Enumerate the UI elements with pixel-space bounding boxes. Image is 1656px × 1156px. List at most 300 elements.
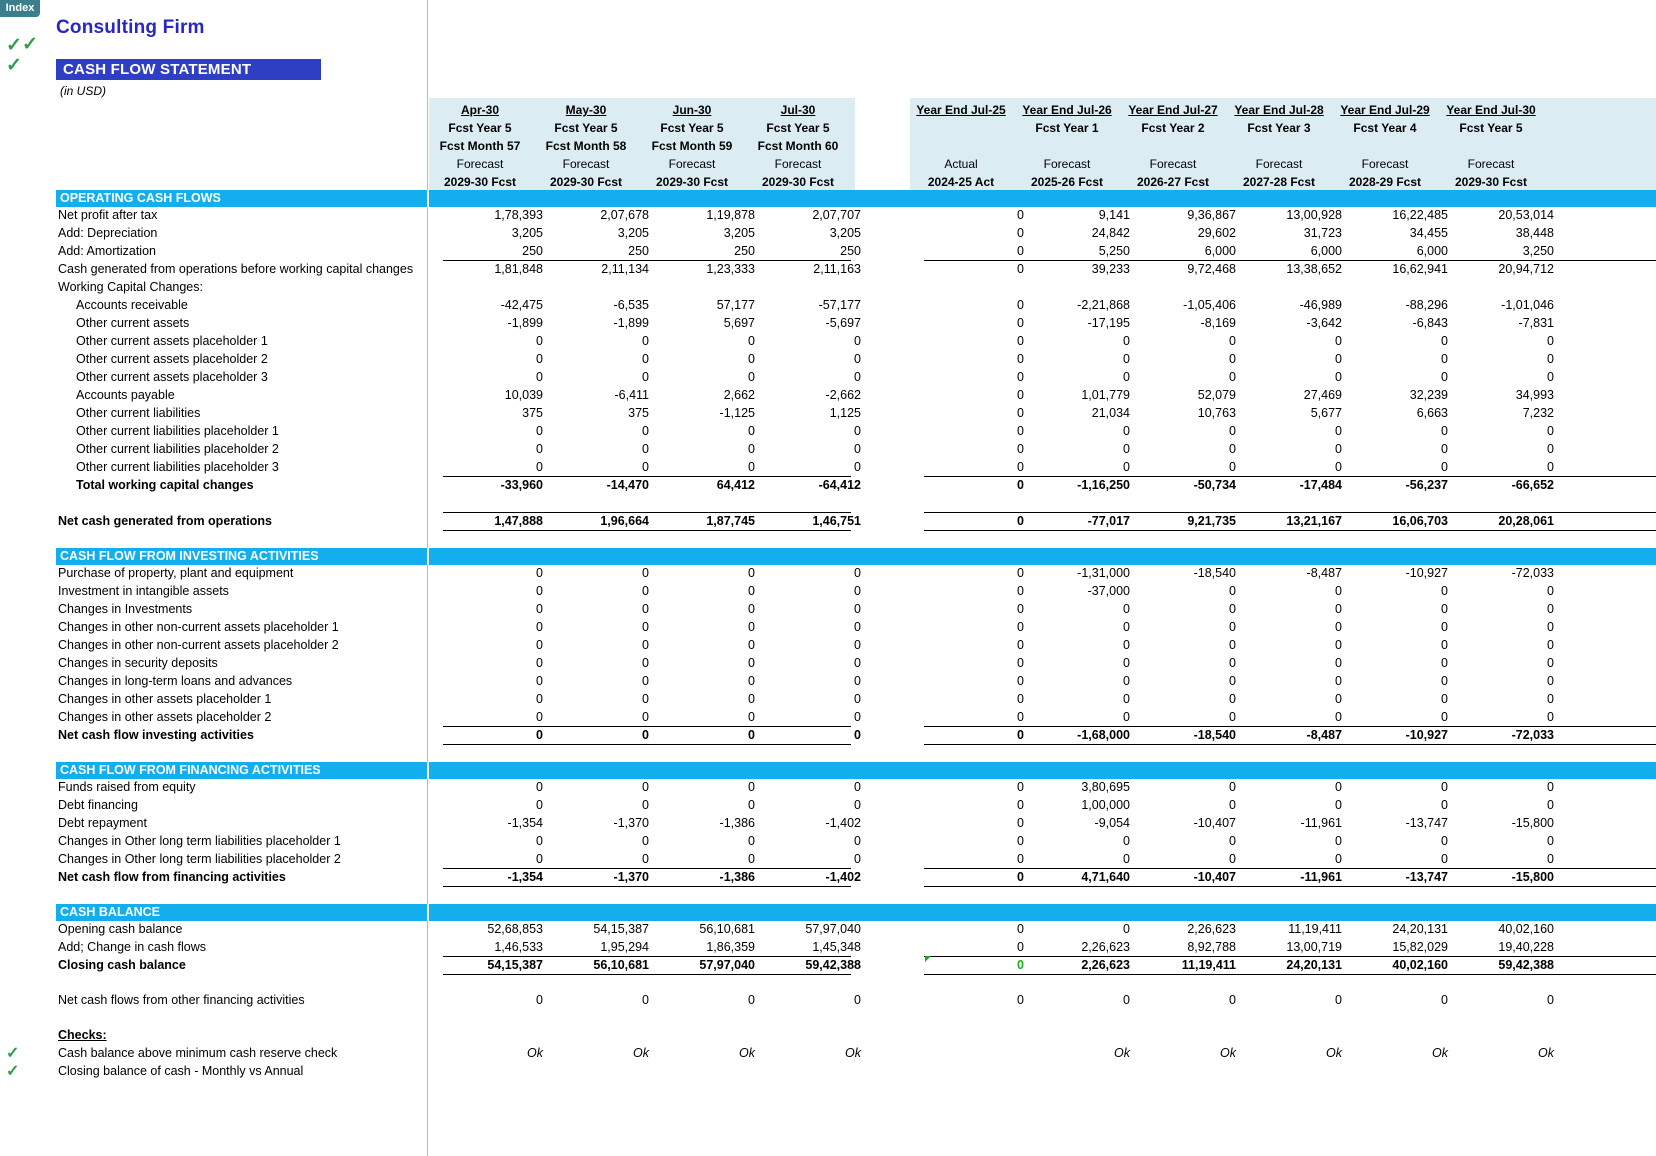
- cell-monthly-4: 0: [854, 424, 861, 438]
- col-month: [1438, 137, 1544, 155]
- cell-annual-4: -8,487: [1306, 566, 1342, 580]
- cell-monthly-3: 0: [748, 993, 755, 1007]
- cell-annual-5: Ok: [1432, 1046, 1448, 1060]
- cell-monthly-2: 0: [642, 352, 649, 366]
- section-bar-gap: [427, 548, 429, 565]
- cell-annual-3: 0: [1229, 620, 1236, 634]
- row-label: Funds raised from equity: [58, 780, 196, 794]
- cell-annual-4: 27,469: [1303, 388, 1342, 402]
- cell-annual-6: 0: [1547, 460, 1554, 474]
- cell-annual-3: 52,079: [1197, 388, 1236, 402]
- table-row: [0, 297, 1656, 315]
- cell-annual-3: 0: [1229, 798, 1236, 812]
- row-label: Changes in security deposits: [58, 656, 218, 670]
- cell-monthly-4: 57,97,040: [805, 922, 861, 936]
- cell-annual-3: -1,05,406: [1183, 298, 1236, 312]
- cell-annual-5: 16,62,941: [1392, 262, 1448, 276]
- cell-annual-4: -11,961: [1300, 870, 1342, 884]
- cell-monthly-1: 0: [536, 566, 543, 580]
- cell-monthly-1: 0: [536, 852, 543, 866]
- cell-monthly-1: -42,475: [500, 298, 543, 312]
- cell-annual-6: 7,232: [1522, 406, 1554, 420]
- col-period: Apr-30: [460, 103, 499, 117]
- cell-annual-1: 0: [1017, 922, 1024, 936]
- cell-monthly-1: -33,960: [500, 478, 543, 492]
- section-header-label: CASH FLOW FROM FINANCING ACTIVITIES: [60, 763, 321, 777]
- cell-annual-5: 0: [1441, 620, 1448, 634]
- row-label: Investment in intangible assets: [58, 584, 229, 598]
- cell-annual-2: -1,16,250: [1077, 478, 1130, 492]
- row-label: Net cash flow investing activities: [58, 728, 254, 742]
- cell-annual-3: 0: [1229, 993, 1236, 1007]
- cell-monthly-3: 0: [748, 334, 755, 348]
- cell-monthly-1: 1,47,888: [494, 514, 543, 528]
- cell-monthly-1: 0: [536, 424, 543, 438]
- cell-annual-1: 0: [1017, 514, 1024, 528]
- cell-annual-3: 0: [1229, 442, 1236, 456]
- cell-annual-5: 0: [1441, 710, 1448, 724]
- cell-annual-6: 3,250: [1522, 244, 1554, 258]
- cell-annual-6: 0: [1547, 620, 1554, 634]
- cell-annual-5: 0: [1441, 424, 1448, 438]
- cell-monthly-4: 0: [854, 584, 861, 598]
- cell-annual-6: Ok: [1538, 1046, 1554, 1060]
- cell-monthly-1: 54,15,387: [487, 958, 543, 972]
- cell-annual-5: -56,237: [1405, 478, 1448, 492]
- cell-annual-1: 0: [1017, 334, 1024, 348]
- col-fy: 2027-28 Fcst: [1242, 175, 1316, 189]
- cell-annual-2: -1,68,000: [1077, 728, 1130, 742]
- col-type: Forecast: [562, 157, 610, 171]
- cell-annual-2: 4,71,640: [1081, 870, 1130, 884]
- row-label: Closing cash balance: [58, 958, 186, 972]
- cell-monthly-4: 0: [854, 834, 861, 848]
- cell-monthly-3: -1,386: [719, 870, 755, 884]
- col-month: [1226, 137, 1332, 155]
- cell-annual-1: 0: [1017, 208, 1024, 222]
- cell-monthly-1: 0: [536, 780, 543, 794]
- cell-monthly-3: 64,412: [716, 478, 755, 492]
- cell-annual-2: Ok: [1114, 1046, 1130, 1060]
- section-bar-gap: [427, 762, 429, 779]
- cell-monthly-3: 0: [748, 852, 755, 866]
- row-label: Changes in other assets placeholder 2: [58, 710, 272, 724]
- col-period: Year End Jul-28: [1234, 103, 1324, 117]
- cell-monthly-4: 0: [854, 460, 861, 474]
- cell-annual-2: -9,054: [1094, 816, 1130, 830]
- cell-monthly-1: -1,354: [507, 870, 543, 884]
- cell-annual-3: 6,000: [1204, 244, 1236, 258]
- cell-annual-1: 0: [1017, 602, 1024, 616]
- cell-monthly-1: 250: [522, 244, 543, 258]
- cell-monthly-4: 0: [854, 728, 861, 742]
- cell-monthly-2: Ok: [633, 1046, 649, 1060]
- cell-monthly-2: 1,95,294: [600, 940, 649, 954]
- row-label: Cash balance above minimum cash reserve check: [58, 1046, 338, 1060]
- cell-monthly-3: 0: [748, 352, 755, 366]
- cell-monthly-4: 0: [854, 566, 861, 580]
- cell-annual-1: 0: [1017, 406, 1024, 420]
- cell-monthly-1: 1,81,848: [494, 262, 543, 276]
- cell-monthly-4: 0: [854, 798, 861, 812]
- cell-annual-1: 0: [1017, 442, 1024, 456]
- row-label: Opening cash balance: [58, 922, 183, 936]
- cell-annual-6: 0: [1547, 352, 1554, 366]
- row-rule-bottom: [443, 744, 851, 745]
- cell-monthly-3: 57,177: [716, 298, 755, 312]
- cell-annual-4: 0: [1335, 442, 1342, 456]
- cell-annual-1: 0: [1017, 460, 1024, 474]
- column-header-monthly-1: [427, 98, 533, 190]
- cell-annual-5: 0: [1441, 584, 1448, 598]
- cell-monthly-1: 0: [536, 584, 543, 598]
- col-year: Fcst Year 5: [448, 121, 512, 135]
- cell-annual-1: 0: [1017, 584, 1024, 598]
- cell-monthly-3: -1,386: [719, 816, 755, 830]
- col-month: [1120, 137, 1226, 155]
- cell-annual-3: 2,26,623: [1187, 922, 1236, 936]
- col-period: Year End Jul-25: [916, 103, 1006, 117]
- cell-monthly-2: 2,07,678: [600, 208, 649, 222]
- col-fy: 2025-26 Fcst: [1030, 175, 1104, 189]
- cell-monthly-2: -1,370: [613, 870, 649, 884]
- cell-monthly-1: 0: [536, 638, 543, 652]
- col-period: Jun-30: [672, 103, 712, 117]
- row-label: Other current liabilities placeholder 1: [76, 424, 279, 438]
- cell-monthly-2: -6,535: [613, 298, 649, 312]
- cell-annual-5: 0: [1441, 638, 1448, 652]
- row-label: Changes in other non-current assets placeholder 2: [58, 638, 339, 652]
- row-label: Total working capital changes: [76, 478, 254, 492]
- cell-annual-3: 0: [1229, 370, 1236, 384]
- cell-monthly-4: 0: [854, 852, 861, 866]
- cell-annual-1: 0: [1017, 352, 1024, 366]
- cell-annual-2: 0: [1123, 710, 1130, 724]
- col-period: Year End Jul-26: [1022, 103, 1112, 117]
- cell-annual-1: 0: [1017, 870, 1024, 884]
- table-row: [0, 441, 1656, 459]
- cell-annual-5: 24,20,131: [1392, 922, 1448, 936]
- cell-annual-5: 0: [1441, 460, 1448, 474]
- row-label: Changes in other assets placeholder 1: [58, 692, 272, 706]
- cell-annual-3: 0: [1229, 352, 1236, 366]
- cell-annual-5: -13,747: [1405, 816, 1448, 830]
- cell-annual-4: 0: [1335, 638, 1342, 652]
- cell-annual-3: -18,540: [1193, 728, 1236, 742]
- cell-annual-4: 5,677: [1310, 406, 1342, 420]
- cell-annual-2: 0: [1123, 424, 1130, 438]
- cell-annual-4: 0: [1335, 656, 1342, 670]
- cell-monthly-2: 0: [642, 638, 649, 652]
- table-row: [0, 691, 1656, 709]
- cell-annual-4: 0: [1335, 334, 1342, 348]
- row-rule-bottom: [443, 530, 851, 531]
- cell-annual-3: -50,734: [1193, 478, 1236, 492]
- cell-annual-2: 2,26,623: [1081, 958, 1130, 972]
- cell-annual-4: 0: [1335, 852, 1342, 866]
- row-rule-bottom: [924, 974, 1656, 975]
- cell-annual-2: 9,141: [1098, 208, 1130, 222]
- section-header-label: OPERATING CASH FLOWS: [60, 191, 221, 205]
- index-tab[interactable]: Index: [0, 0, 40, 17]
- cell-monthly-4: -1,402: [825, 816, 861, 830]
- row-label: Working Capital Changes:: [58, 280, 203, 294]
- cell-annual-2: 0: [1123, 692, 1130, 706]
- cell-annual-6: -7,831: [1518, 316, 1554, 330]
- cell-monthly-3: 0: [748, 584, 755, 598]
- table-row: [0, 655, 1656, 673]
- cell-annual-3: 0: [1229, 780, 1236, 794]
- table-row: [0, 261, 1656, 279]
- cell-annual-4: 0: [1335, 710, 1342, 724]
- cell-monthly-3: 0: [748, 638, 755, 652]
- cell-annual-6: 0: [1547, 852, 1554, 866]
- cell-monthly-4: -64,412: [818, 478, 861, 492]
- table-row: [0, 815, 1656, 833]
- cell-monthly-4: -5,697: [825, 316, 861, 330]
- cell-annual-5: 32,239: [1409, 388, 1448, 402]
- cell-monthly-2: 0: [642, 460, 649, 474]
- cell-monthly-4: 0: [854, 334, 861, 348]
- col-fy: 2029-30 Fcst: [549, 175, 623, 189]
- cell-monthly-4: -2,662: [825, 388, 861, 402]
- section-bar-gap: [427, 190, 429, 207]
- cell-monthly-2: 54,15,387: [593, 922, 649, 936]
- cell-annual-4: 11,19,411: [1288, 922, 1342, 936]
- row-label: Accounts receivable: [76, 298, 188, 312]
- cell-monthly-2: 1,96,664: [600, 514, 649, 528]
- cell-annual-5: 0: [1441, 370, 1448, 384]
- cell-monthly-4: 0: [854, 352, 861, 366]
- cell-annual-4: -11,961: [1300, 816, 1342, 830]
- cell-annual-2: 0: [1123, 602, 1130, 616]
- row-label: Purchase of property, plant and equipment: [58, 566, 294, 580]
- row-label: Other current assets placeholder 3: [76, 370, 268, 384]
- cell-annual-2: 2,26,623: [1081, 940, 1130, 954]
- cell-annual-5: 0: [1441, 692, 1448, 706]
- cell-monthly-2: 375: [628, 406, 649, 420]
- cell-monthly-3: 0: [748, 620, 755, 634]
- table-row: [0, 315, 1656, 333]
- cell-annual-1: 0: [1017, 638, 1024, 652]
- cell-monthly-1: 0: [536, 656, 543, 670]
- cell-annual-1: 0: [1017, 656, 1024, 670]
- cell-annual-3: 29,602: [1197, 226, 1236, 240]
- cell-monthly-3: 0: [748, 692, 755, 706]
- cell-monthly-4: -57,177: [818, 298, 861, 312]
- cell-monthly-2: 0: [642, 566, 649, 580]
- cell-annual-3: 0: [1229, 334, 1236, 348]
- col-type: Forecast: [1043, 157, 1091, 171]
- col-fy: 2029-30 Fcst: [443, 175, 517, 189]
- cell-annual-3: -18,540: [1193, 566, 1236, 580]
- cell-monthly-4: 0: [854, 370, 861, 384]
- cell-monthly-2: 0: [642, 442, 649, 456]
- cell-annual-2: 0: [1123, 638, 1130, 652]
- row-rule-top: [924, 512, 1656, 513]
- cell-annual-4: 31,723: [1303, 226, 1342, 240]
- cell-annual-2: 5,250: [1098, 244, 1130, 258]
- cell-annual-5: 0: [1441, 834, 1448, 848]
- table-row: [0, 225, 1656, 243]
- cell-annual-3: 0: [1229, 460, 1236, 474]
- cell-monthly-3: 1,19,878: [706, 208, 755, 222]
- cell-monthly-1: 0: [536, 834, 543, 848]
- cell-annual-5: 0: [1441, 334, 1448, 348]
- cell-annual-5: 16,06,703: [1392, 514, 1448, 528]
- table-row: [0, 243, 1656, 261]
- col-year: Fcst Year 3: [1247, 121, 1311, 135]
- cell-monthly-3: 250: [734, 244, 755, 258]
- cell-annual-4: 13,00,719: [1286, 940, 1342, 954]
- row-label: Add; Change in cash flows: [58, 940, 207, 954]
- cell-annual-6: 0: [1547, 442, 1554, 456]
- col-year: Fcst Year 2: [1141, 121, 1205, 135]
- cell-monthly-3: 0: [748, 566, 755, 580]
- cell-monthly-3: 2,662: [723, 388, 755, 402]
- col-month: [908, 137, 1014, 155]
- cell-annual-6: -15,800: [1511, 870, 1554, 884]
- col-period: Year End Jul-29: [1340, 103, 1430, 117]
- cell-monthly-4: 0: [854, 692, 861, 706]
- column-header-annual-4: [1226, 98, 1332, 190]
- cell-annual-6: 0: [1547, 692, 1554, 706]
- col-month: [1014, 137, 1120, 155]
- cell-annual-5: 0: [1441, 780, 1448, 794]
- table-row: [0, 797, 1656, 815]
- cell-annual-6: -1,01,046: [1501, 298, 1554, 312]
- table-row: [0, 727, 1656, 745]
- cell-monthly-2: 0: [642, 710, 649, 724]
- cell-annual-3: 10,763: [1197, 406, 1236, 420]
- column-header-monthly-4: [745, 98, 851, 190]
- col-fy: 2029-30 Fcst: [761, 175, 835, 189]
- cell-annual-3: 0: [1229, 656, 1236, 670]
- cell-annual-2: 0: [1123, 460, 1130, 474]
- cell-monthly-2: -6,411: [614, 388, 649, 402]
- cell-monthly-1: 10,039: [504, 388, 543, 402]
- row-label: Add: Amortization: [58, 244, 156, 258]
- col-year: Fcst Year 1: [1035, 121, 1099, 135]
- cell-annual-4: 0: [1335, 993, 1342, 1007]
- cell-annual-4: 0: [1335, 460, 1342, 474]
- cell-annual-4: 0: [1335, 584, 1342, 598]
- row-label: Accounts payable: [76, 388, 175, 402]
- cell-annual-6: 0: [1547, 834, 1554, 848]
- cell-monthly-1: 0: [536, 620, 543, 634]
- cell-monthly-2: 0: [642, 993, 649, 1007]
- cell-monthly-2: 0: [642, 834, 649, 848]
- section-header-financing: [56, 762, 1656, 779]
- cell-annual-4: 24,20,131: [1286, 958, 1342, 972]
- currency-note: (in USD): [60, 84, 107, 98]
- section-header-label: CASH FLOW FROM INVESTING ACTIVITIES: [60, 549, 319, 563]
- column-header-annual-6: [1438, 98, 1544, 190]
- col-period: Year End Jul-30: [1446, 103, 1536, 117]
- row-label: Other current assets placeholder 2: [76, 352, 268, 366]
- row-rule-bottom: [443, 974, 851, 975]
- cell-monthly-2: -1,370: [613, 816, 649, 830]
- cell-annual-6: -15,800: [1511, 816, 1554, 830]
- row-label: Other current assets: [76, 316, 190, 330]
- cell-annual-2: 0: [1123, 834, 1130, 848]
- table-row: [0, 369, 1656, 387]
- row-label: Changes in Other long term liabilities placeholder 2: [58, 852, 341, 866]
- row-label: Net profit after tax: [58, 208, 158, 222]
- cell-annual-1: 0: [1017, 798, 1024, 812]
- cell-monthly-3: 0: [748, 798, 755, 812]
- col-type: Forecast: [1255, 157, 1303, 171]
- cell-annual-6: -72,033: [1511, 728, 1554, 742]
- cell-monthly-1: Ok: [527, 1046, 543, 1060]
- row-label: Other current liabilities placeholder 3: [76, 460, 279, 474]
- cell-annual-1: 0: [1017, 478, 1024, 492]
- cell-monthly-2: 56,10,681: [593, 958, 649, 972]
- row-label: Net cash flow from financing activities: [58, 870, 286, 884]
- cell-annual-1: 0: [1017, 298, 1024, 312]
- cell-monthly-3: 0: [748, 710, 755, 724]
- cell-annual-3: 0: [1229, 834, 1236, 848]
- cell-monthly-4: 0: [854, 638, 861, 652]
- cell-annual-6: -66,652: [1511, 478, 1554, 492]
- cell-annual-6: 20,28,061: [1498, 514, 1554, 528]
- cell-annual-6: 0: [1547, 602, 1554, 616]
- cell-annual-3: -10,407: [1193, 870, 1236, 884]
- cell-annual-3: 0: [1229, 674, 1236, 688]
- cell-annual-6: -72,033: [1511, 566, 1554, 580]
- cell-annual-1: 0: [1017, 940, 1024, 954]
- check-ok-icon-2: ✓: [6, 1063, 20, 1080]
- cell-annual-4: 0: [1335, 352, 1342, 366]
- cell-annual-2: 0: [1123, 370, 1130, 384]
- cell-annual-6: 20,94,712: [1498, 262, 1554, 276]
- cell-annual-5: 6,663: [1416, 406, 1448, 420]
- col-year: Fcst Year 5: [660, 121, 724, 135]
- cell-annual-3: Ok: [1220, 1046, 1236, 1060]
- cell-monthly-1: 0: [536, 370, 543, 384]
- cell-annual-4: 0: [1335, 780, 1342, 794]
- cell-monthly-2: 0: [642, 620, 649, 634]
- table-row: [0, 1063, 1656, 1081]
- cell-monthly-1: 0: [536, 352, 543, 366]
- cell-annual-2: 21,034: [1091, 406, 1130, 420]
- section-bar-gap: [427, 904, 429, 921]
- table-row: [0, 387, 1656, 405]
- cell-annual-6: 20,53,014: [1498, 208, 1554, 222]
- cell-annual-1: 0: [1017, 692, 1024, 706]
- col-type: Forecast: [1361, 157, 1409, 171]
- col-type: Actual: [944, 157, 978, 171]
- col-year: Fcst Year 5: [766, 121, 830, 135]
- col-month: Fcst Month 59: [651, 139, 733, 153]
- col-year: Fcst Year 5: [1459, 121, 1523, 135]
- cell-monthly-1: 3,205: [511, 226, 543, 240]
- cell-monthly-1: 0: [536, 602, 543, 616]
- cell-annual-3: 0: [1229, 424, 1236, 438]
- col-fy: 2026-27 Fcst: [1136, 175, 1210, 189]
- row-rule-bottom: [924, 886, 1656, 887]
- cell-monthly-1: 0: [536, 728, 543, 742]
- cell-monthly-1: 1,46,533: [494, 940, 543, 954]
- cell-annual-1: 0: [1017, 710, 1024, 724]
- cell-annual-4: 0: [1335, 424, 1342, 438]
- cell-monthly-1: -1,899: [507, 316, 543, 330]
- col-period: Year End Jul-27: [1128, 103, 1218, 117]
- cell-annual-5: -10,927: [1405, 728, 1448, 742]
- cell-annual-3: 8,92,788: [1187, 940, 1236, 954]
- cell-annual-3: -10,407: [1193, 816, 1236, 830]
- row-label: Net cash generated from operations: [58, 514, 272, 528]
